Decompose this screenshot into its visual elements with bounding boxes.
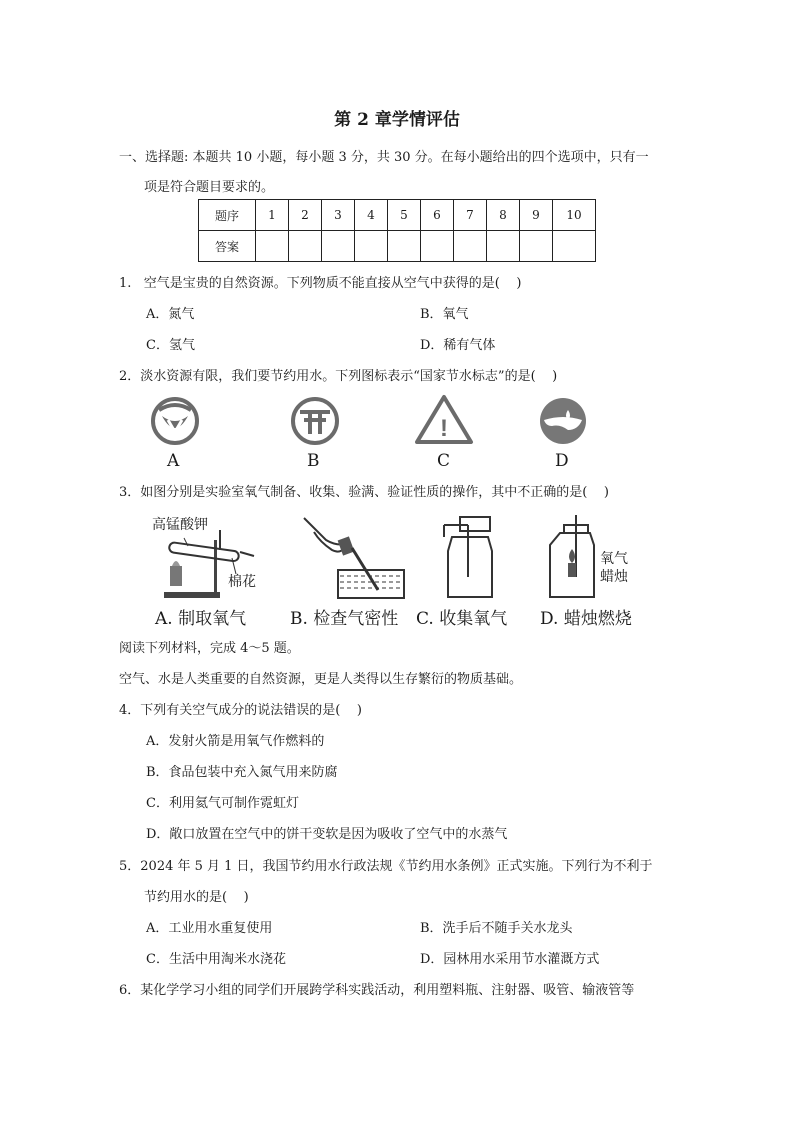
answer-cell[interactable] xyxy=(322,231,355,262)
caption-b: B. 检查气密性 xyxy=(290,609,399,629)
answer-table xyxy=(198,199,596,262)
green-label-icon xyxy=(290,396,340,446)
question-5-stem-cont: 节约用水的是( ) xyxy=(144,890,249,905)
label-oxygen: 氧气 xyxy=(600,551,628,567)
question-4-option-a: A．发射火箭是用氧气作燃料的 xyxy=(146,734,325,749)
answer-cell[interactable] xyxy=(355,231,388,262)
caption-d: D. 蜡烛燃烧 xyxy=(540,609,632,629)
water-saving-logo-icon xyxy=(150,396,200,446)
reading-material: 空气、水是人类重要的自然资源，更是人类得以生存繁衍的物质基础。 xyxy=(119,672,523,687)
question-6-stem: 6．某化学学习小组的同学们开展跨学科实践活动，利用塑料瓶、注射器、吸管、输液管等 xyxy=(119,983,635,998)
section-heading: 一、选择题: 本题共 10 小题，每小题 3 分，共 30 分。在每小题给出的四个选项中，只有一 xyxy=(119,150,649,165)
page-title: 第 2 章学情评估 xyxy=(334,110,460,130)
answer-cell[interactable] xyxy=(388,231,421,262)
question-4-option-b: B．食品包装中充入氮气用来防腐 xyxy=(146,765,338,780)
question-1-option-a: A．氮气 xyxy=(146,307,195,322)
question-5-stem: 5．2024 年 5 月 1 日，我国节约用水行政法规《节约用水条例》正式实施。下列行为不利于 xyxy=(119,859,653,874)
label-kmno4: 高锰酸钾 xyxy=(152,517,208,533)
answer-cell[interactable] xyxy=(487,231,520,262)
question-number-cell: 7 xyxy=(454,200,487,231)
table-header-cell: 题序 xyxy=(199,200,256,231)
table-row xyxy=(199,231,596,262)
caption-a: A. 制取氧气 xyxy=(155,609,247,629)
warning-triangle-icon xyxy=(414,394,474,446)
question-number-cell: 3 xyxy=(322,200,355,231)
question-4-option-d: D．敞口放置在空气中的饼干变软是因为吸收了空气中的水蒸气 xyxy=(146,827,508,842)
question-number-cell: 2 xyxy=(289,200,322,231)
oxygen-preparation-apparatus-icon xyxy=(150,530,260,602)
label-cotton: 棉花 xyxy=(228,574,256,590)
reading-intro: 阅读下列材料，完成 4～5 题。 xyxy=(119,641,300,656)
answer-cell[interactable] xyxy=(454,231,487,262)
table-header-cell: 答案 xyxy=(199,231,256,262)
candle-burning-bottle-icon xyxy=(546,515,596,601)
answer-cell[interactable] xyxy=(289,231,322,262)
question-number-cell: 10 xyxy=(553,200,596,231)
question-number-cell: 6 xyxy=(421,200,454,231)
airtightness-check-icon xyxy=(296,510,406,602)
answer-cell[interactable] xyxy=(553,231,596,262)
icon-label-c: C xyxy=(437,451,451,471)
question-number-cell: 1 xyxy=(256,200,289,231)
label-candle: 蜡烛 xyxy=(600,569,628,585)
water-drop-hand-icon xyxy=(538,396,588,446)
exclaim-mark: ! xyxy=(440,415,448,442)
question-1-stem: 1. 空气是宝贵的自然资源。下列物质不能直接从空气中获得的是( ) xyxy=(119,276,522,291)
icon-label-a: A xyxy=(167,451,180,471)
question-1-option-d: D．稀有气体 xyxy=(420,338,496,353)
question-number-cell: 5 xyxy=(388,200,421,231)
question-2-stem: 2．淡水资源有限，我们要节约用水。下列图标表示“国家节水标志”的是( ) xyxy=(119,369,558,384)
question-4-option-c: C．利用氦气可制作霓虹灯 xyxy=(146,796,299,811)
question-5-option-c: C．生活中用淘米水浇花 xyxy=(146,952,286,967)
question-5-option-d: D．园林用水采用节水灌溉方式 xyxy=(420,952,600,967)
icon-label-d: D xyxy=(555,451,569,471)
answer-cell[interactable] xyxy=(520,231,553,262)
gas-collection-bottle-icon xyxy=(440,515,500,601)
question-5-option-a: A．工业用水重复使用 xyxy=(146,921,273,936)
table-row xyxy=(199,200,596,231)
question-number-cell: 8 xyxy=(487,200,520,231)
section-heading-cont: 项是符合题目要求的。 xyxy=(144,180,275,195)
caption-c: C. 收集氧气 xyxy=(416,609,508,629)
question-4-stem: 4．下列有关空气成分的说法错误的是( ) xyxy=(119,703,362,718)
question-1-option-c: C．氢气 xyxy=(146,338,195,353)
question-1-option-b: B．氧气 xyxy=(420,307,469,322)
question-number-cell: 9 xyxy=(520,200,553,231)
answer-cell[interactable] xyxy=(421,231,454,262)
answer-cell[interactable] xyxy=(256,231,289,262)
icon-label-b: B xyxy=(307,451,320,471)
question-number-cell: 4 xyxy=(355,200,388,231)
question-3-stem: 3．如图分别是实验室氧气制备、收集、验满、验证性质的操作，其中不正确的是( ) xyxy=(119,485,609,500)
question-5-option-b: B．洗手后不随手关水龙头 xyxy=(420,921,573,936)
